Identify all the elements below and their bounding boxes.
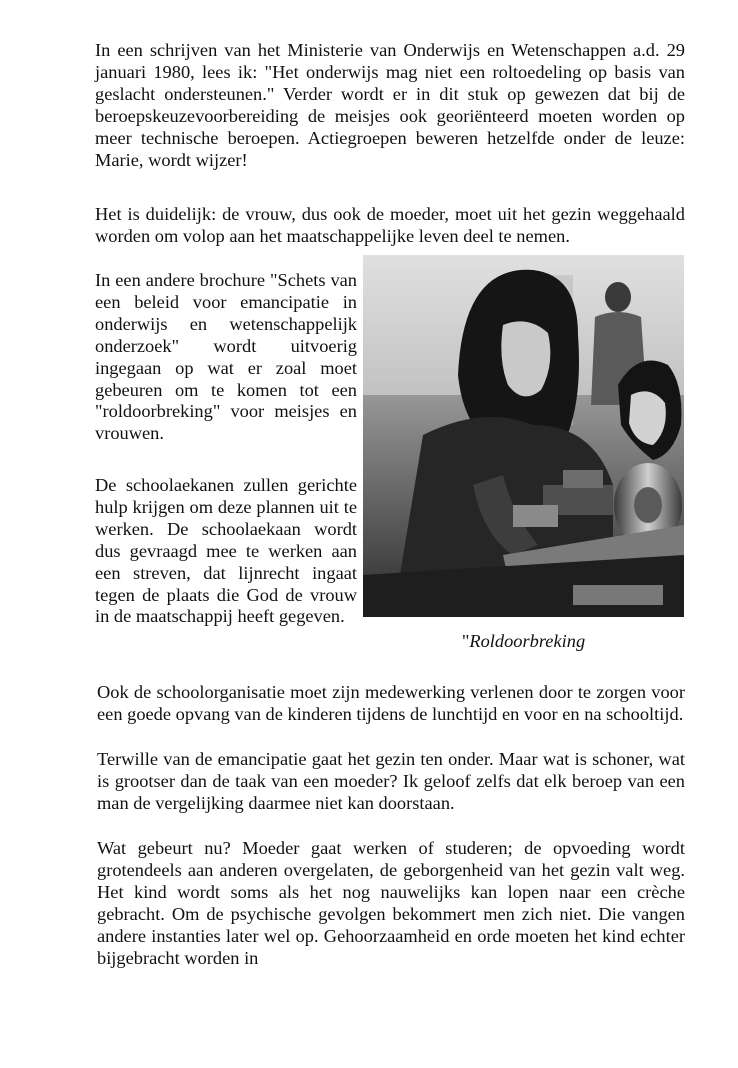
paragraph-ministry-letter: In een schrijven van het Ministerie van Onderwijs en Wetenschappen a.d. 29 januari 1980, lees ik: "Het onderwijs mag niet een roltoedeling op basis van geslacht ondersteunen." Verder wordt er in dit stuk op gewezen dat bij de beroepskeuzevoorbereiding de meisjes ook georiënteerd moeten worden op meer technische beroepen. Actiegroepen beweren hetzelfde onder de leuze: Marie, wordt wijzer! <box>95 40 685 170</box>
photo-caption <box>363 630 684 652</box>
workshop-photo-image <box>363 255 684 617</box>
caption-quote-mark: " <box>461 631 470 651</box>
paragraph-woman-removed: Het is duidelijk: de vrouw, dus ook de moeder, moet uit het gezin weggehaald worden om volop aan het maatschappelijke leven deel te nemen. <box>95 204 685 246</box>
workshop-photo <box>363 255 684 617</box>
paragraph-brochure: In een andere brochure "Schets van een beleid voor emancipatie in onderwijs en wetenschappelijk onderzoek" wordt uitvoerig ingegaan op wat er zoal moet gebeuren om te komen tot een "roldoorbreking" voor meisjes en vrouwen. <box>95 270 357 444</box>
paragraph-school-organisation: Ook de schoolorganisatie moet zijn medewerking verlenen door te zorgen voor een goede opvang van de kinderen tijdens de lunchtijd en voor en na schooltijd. <box>97 682 685 724</box>
paragraph-school-councils: De schoolaekanen zullen gerichte hulp krijgen om deze plannen uit te werken. De schoolaekaan wordt dus gevraagd mee te werken aan een streven, dat lijnrecht ingaat tegen de plaats die God de vrouw in de maatschappij heeft gegeven. <box>95 475 357 627</box>
paragraph-emancipation-family: Terwille van de emancipatie gaat het gezin ten onder. Maar wat is schoner, wat is grootser dan de taak van een moeder? Ik geloof zelfs dat elk beroep van een man de vergelijking daarmee niet kan doorstaan. <box>97 749 685 813</box>
paragraph-what-happens: Wat gebeurt nu? Moeder gaat werken of studeren; de opvoeding wordt grotendeels aan anderen overgelaten, de geborgenheid van het gezin valt weg. Het kind wordt soms als het nog nauwelijks kan lopen naar een crèche gebracht. Om de psychische gevolgen bekommert men zich niet. Die vangen andere instanties later wel op. Gehoorzaamheid en orde moeten het kind echter bijgebracht worden in <box>97 838 685 968</box>
caption-text: Roldoorbreking <box>469 631 586 651</box>
